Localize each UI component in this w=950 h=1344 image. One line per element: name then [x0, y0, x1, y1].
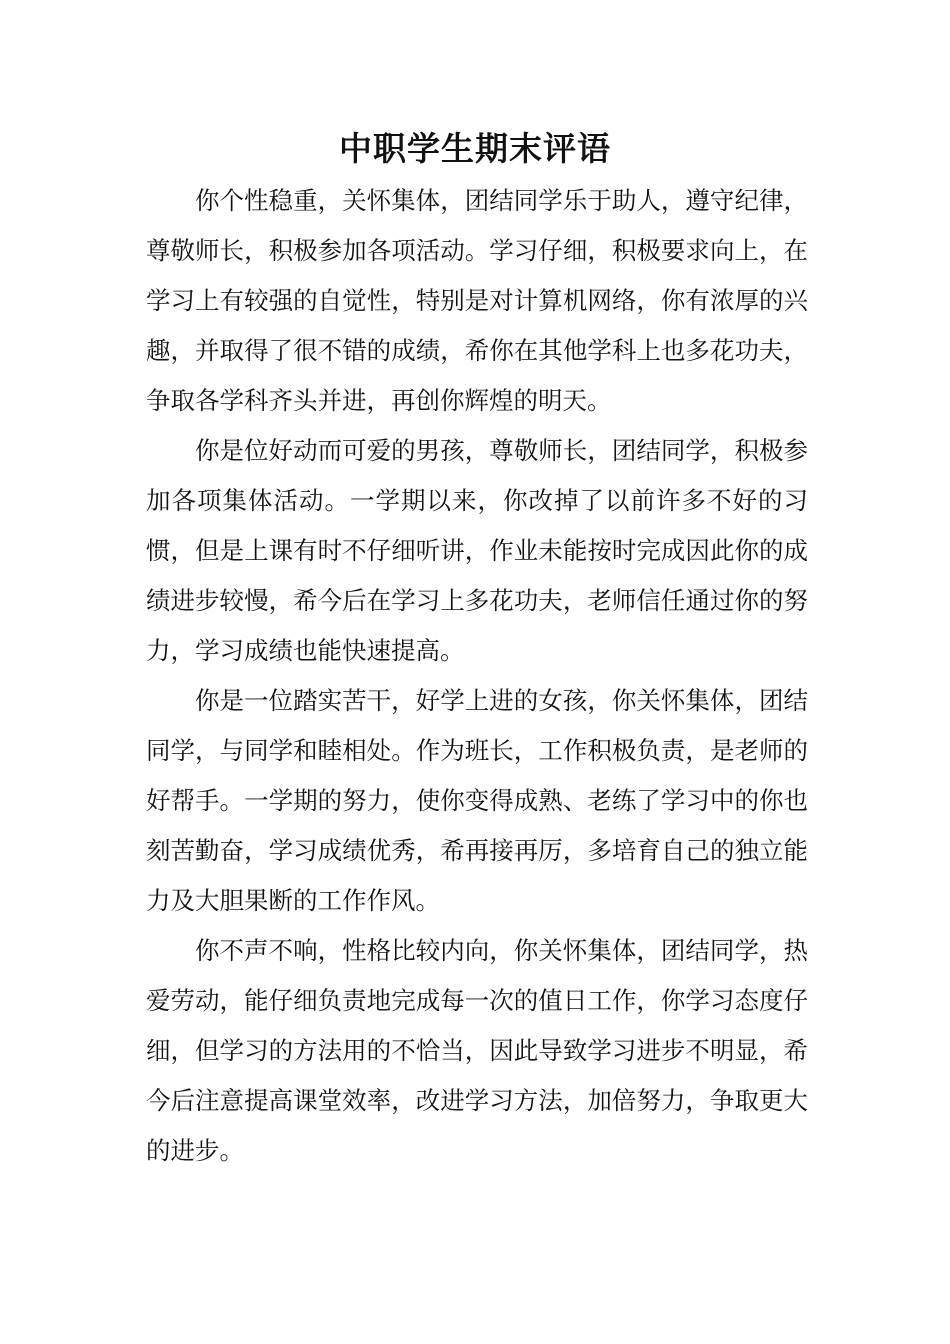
- document-body: [146, 176, 808, 1176]
- comment-paragraph-1: 你个性稳重，关怀集体，团结同学乐于助人，遵守纪律，尊敬师长，积极参加各项活动。学习仔细，积极要求向上，在学习上有较强的自觉性，特别是对计算机网络，你有浓厚的兴趣，并取得了很不错的成绩，希你在其他学科上也多花功夫，争取各学科齐头并进，再创你辉煌的明天。: [146, 186, 808, 415]
- document-title: 中职学生期末评语: [339, 129, 611, 168]
- comment-paragraph-2: 你是位好动而可爱的男孩，尊敬师长，团结同学，积极参加各项集体活动。一学期以来，你改掉了以前许多不好的习惯，但是上课有时不仔细听讲，作业未能按时完成因此你的成绩进步较慢，希今后在学习上多花功夫，老师信任通过你的努力，学习成绩也能快速提高。: [146, 436, 808, 665]
- comment-paragraph-4: 你不声不响，性格比较内向，你关怀集体，团结同学，热爱劳动，能仔细负责地完成每一次的值日工作，你学习态度仔细，但学习的方法用的不恰当，因此导致学习进步不明显，希今后注意提高课堂效率，改进学习方法，加倍努力，争取更大的进步。: [146, 936, 808, 1165]
- comment-paragraph-3: 你是一位踏实苦干，好学上进的女孩，你关怀集体，团结同学，与同学和睦相处。作为班长，工作积极负责，是老师的好帮手。一学期的努力，使你变得成熟、老练了学习中的你也刻苦勤奋，学习成绩优秀，希再接再厉，多培育自己的独立能力及大胆果断的工作作风。: [146, 686, 808, 915]
